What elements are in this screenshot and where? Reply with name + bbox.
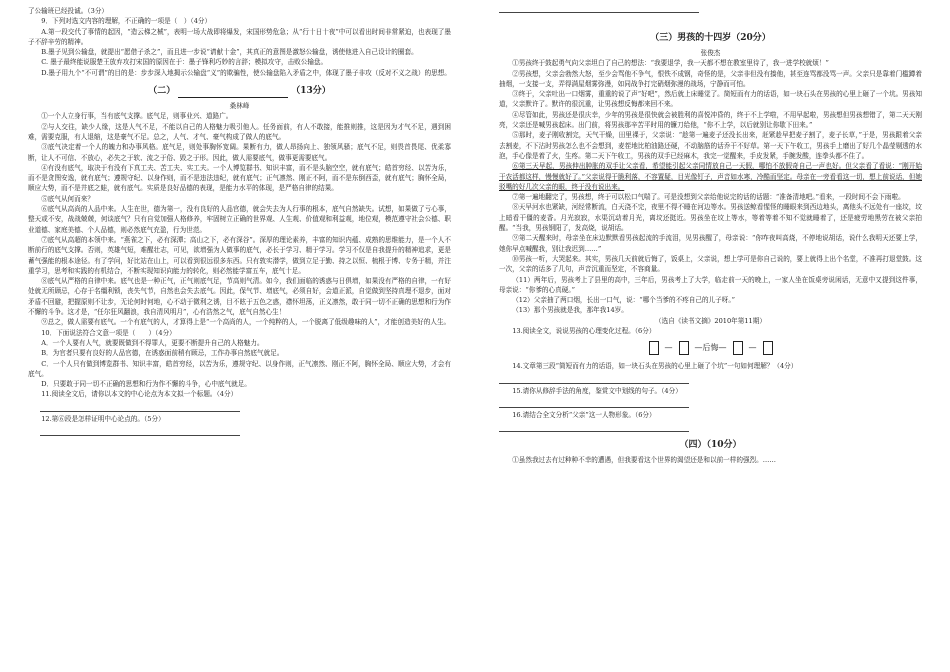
q10-option-b: B．为官者只要有良好的人品官德，在诱惑面前稍有顾忌，工作办事自然底气就足。: [41, 349, 284, 358]
section-4-heading: （四）（10分）: [679, 440, 742, 451]
article-2-paragraph: ②与人交往，缺少人缘，这是人气不足，不能以自己的人格魅力吸引他人。任务面前，有人不敢接，能推则推，这是因为才气不足，遇到困难，需要克服，有人退缩，这是豪气不足。总之，人气、才气、豪气构成了做人的底气。: [28, 122, 451, 141]
question-13: 13.阅读全文，说说男孩的心理变化过程。（6分）: [512, 327, 656, 336]
question-14: 14.文章第三段“简短而有力的话语，如一块石头在男孩的心里上砸了个坑”一句如何理解？（4分）: [512, 362, 798, 371]
article-2-paragraph: ⑤底气从何而来？: [41, 194, 94, 203]
q10-option-c: C．一个人只有做到博览群书、知识丰富，皓首穷经，以苦为乐，遵规守纪、以身作则，正气凛然、刚正不阿，胸怀全局、顺应大势，才会有底气。: [28, 359, 451, 378]
article-2-paragraph: ①一个人立身行事，当有底气支撑。底气足，则事业兴、道路广。: [41, 112, 233, 121]
flow-box-2[interactable]: [679, 341, 689, 355]
article-3-paragraph: ①男孩终于鼓起勇气向父亲坦白了自己的想法：“我要退学，我一天都不想在教室里待了，我一进学校就烦！”: [512, 59, 829, 68]
section-2-heading: [28, 84, 451, 98]
question-11: 11.阅读全文后，请你以本文的中心论点为本文拟一个标题。（4分）: [41, 390, 238, 399]
article-2-paragraph: ⑧底气从严格的自律中来。底气也是一种正气，正气则底气足，节高则气清。如今，我们面临的诱惑与日俱增，如果没有严格的自律，一有好处就无所顾忌，心存于名缰利锁，丧失气节，自然也会失去底气。因此，保气节、增底气，必须自好，会道正派，自觉做到坚持真理不退步，面对矛盾不回避，把握原则不让步，无论何时何地，心不动于微利之诱，目不眩于五色之惑，襟怀坦荡，正义凛然，敢于同一切不正确的思想和行为作不懈的斗争。这才是，“任尔狂风翻浪，我自清风明月”，心有浩然之气，底气自然心生！: [28, 277, 451, 317]
flow-dash: —: [748, 343, 757, 353]
flow-dash: —: [664, 343, 673, 353]
article-3-paragraph: ⑤那时，麦子刚收割完，天气干燥，田里裸于，父亲说：“趁第一遍麦子还没长出来，赶紧趁早把麦子割了，麦子长草，”于是，男孩跟着父亲去割麦，不下沾时男孩怎么也不会想到，麦茬地比柏油路还硬，不动脑筋的话乔干不好草。第一天下午收工，男孩手上磨出了好几个晶莹剔透的水泡，手心像是着了火，生疼。第二天下午收工，男孩的双手已经麻木，我完一觉醒来，手皮发紧，手腕发酸，连拳头都不住了。: [499, 131, 922, 160]
answer-line-15[interactable]: [499, 396, 689, 408]
flow-dash: —: [718, 343, 727, 353]
right-column: [499, 6, 922, 466]
article-2-paragraph: ⑥底气从高尚的人品中来。人生在世，德为第一，没有良好的人品官德，就会失去为人行事的根本，底气自然缺失。试想，如果做了亏心事，整天或不安，战战兢兢，何谈底气？只有自觉加强人格修养，牢固树立正确的世界观、人生观、价值观和利益观，地位观，模范遵守社会公德、职业道德、家庭美德、个人品德，则必然底气充盈，行为世范。: [28, 205, 451, 234]
article-3-paragraph: （13）那个男孩就是我，那年我14岁。: [512, 306, 628, 315]
flow-box-3[interactable]: [733, 341, 743, 355]
answer-line-11[interactable]: [40, 400, 240, 412]
question-16: 16.请结合全文分析“父亲”这一人物形象。（6分）: [512, 410, 656, 419]
left-column: [28, 6, 451, 438]
answer-line-14[interactable]: [499, 372, 689, 384]
flow-label-regret: 后悔: [702, 343, 719, 353]
article-3-source: （选自《读书文摘》2010年第11期）: [655, 316, 766, 325]
article-3-paragraph: （12）父亲抽了两口烟，长出一口气，说：“哪个当爹的不疼自己的儿子呀。”: [512, 296, 736, 305]
answer-line-12[interactable]: [40, 424, 240, 436]
section-2-score: （13分）: [291, 86, 331, 97]
q10-option-a: A．一个人要有人气，就要既做到不得罪人，更要不断提升自己的人格魅力。: [41, 338, 264, 347]
article-2-paragraph: ⑦底气从高超的本领中来。“燕雀之下，必有深潭；高山之下，必有深谷”。深厚的理论素养，丰富的知识内蕴、成熟的思维能力，是一个人不断前行的底气支撑。否则，英雄气短，难醒壮志，可见，欲增强为人做事的底气，必长于学习、精于学习。学习不仅是自我提升的精神追求，更是蓄气强能的根本途径。有了学问，好比站在山上，可以看到很远很多东西。只有敦实潜学，做到立足于勤、持之以恒、梳根于博、专务于精，并注重学习，思考和实践的有机结合，不断实现知识向能力的转化，则必然能学富五车，底气十足。: [28, 235, 451, 275]
mind-flow: [499, 341, 922, 355]
title-blank[interactable]: [178, 87, 288, 98]
answer-line-top[interactable]: [499, 6, 699, 13]
article-3-paragraph: ⑧天早河水也紧缺，河经常断流，白天浇不完，夜里不得不睡在河边等水。男孩送鲸看惺怪的睡眼来到西边地头，离他头不远处有一座坟，坟上暗看干僵的麦香。月光寂寂，水渠沉动着月光，离坟还挺近。男孩坐在坟上等水，等着等着不知不觉就睡着了，还是疲劳地黑劳在被父亲拍醒。“当我，男孩钢阳了，发高烧，说胡话。: [499, 203, 922, 233]
article-3-paragraph: ④尽管如此，男孩还是很庆幸，少年的男孩是很快就会被胜利的喜悦冲昏的，终于不上学啦，不用早起啦，男孩想但男孩想错了，第二天天刚亮，父亲还是喊男孩起床。出门前，将男孩那辛苦平时用的镰刀给他，“你不上学，以后就别让你歇下田来。”: [499, 110, 922, 130]
answer-line-16[interactable]: [499, 420, 689, 432]
article-2-paragraph: ③底气决定着一个人的魄力和办事风格。底气足，则处事胸怀宽阔。果断有力，做人昂扬向上、独领风骚；底气不足，则畏首畏尾、优柔寡断，让人不可信、不放心，必失之于软、流之于俗、毁之于形。因此，做人需要底气，做事更需要底气。: [28, 143, 451, 162]
question-9: 9．下列对选文内容的理解，不正确的一项是（ ）（4分）: [41, 17, 212, 26]
article-3-paragraph: ⑩男孩一听，大哭起来。其实，男孩几天前就后悔了，饭桌上，父亲说，想上学可是你自己说的，要上就得上出个名堂，不准再打退堂鼓。这一次，父亲的话多了几句，声音沉重而坚定，不容商量。: [499, 254, 922, 274]
q10-option-d: D．只要敢于同一切不正确的思想和行为作不懈的斗争，心中底气就足。: [41, 380, 251, 389]
article-3-paragraph: ③终于，父亲吐出一口烟雾，重重的说了声“好吧”，然后就上床睡觉了。简短而有力的话语，如一块石头在男孩的心里上砸了一个坑。男孩知道，父亲默许了。默许的很沉重，让男孩想反悔都来回不来。: [499, 90, 922, 109]
article-2-author: 桑林峰: [229, 102, 250, 111]
question-12: 12.第⑥段是怎样证明中心论点的。（5分）: [41, 414, 165, 423]
q9-option-d: D.墨子用九个“不可谓”的目的是：步步深入地揭示公输盘“义”的欺骗性，使公输盘陷入矛盾之中，体现了墨子非攻（反对不义之战）的思想。: [41, 68, 451, 77]
article-3-paragraph: （11）两年后，男孩考上了县里的高中，三年后，男孩考上了大学，临走前一天的晚上，一家人坐在饭桌旁说闲话，无意中又提到这件事，母亲说：“你爹的心真硬。”: [499, 275, 922, 294]
article-3-paragraph: ②男孩想，父亲会勃然大怒，至少会骂他不争气，恨铁不成钢，奇怪的是，父亲非但没有揍他，甚至连骂都没骂一声。父亲只是靠着门槛蹲着抽烟，一支接一支，弄得满屋烟雾弥漫，如同战争打完硝烟弥漫的战场，宁静而可怕。: [499, 69, 922, 88]
article-2-paragraph: ⑨总之，做人需要有底气。一个有底气的人，才算得上是“一个高尚的人，一个纯粹的人，一个脱离了低级趣味的人”，才能创造美好的人生。: [41, 318, 451, 327]
flow-box-4[interactable]: [763, 341, 773, 355]
q9-option-b: B.墨子见到公输盘，就提出“愿借子杀之”，而且进一步说“请献十金”，其真正的意图是激怒公输盘，诱使他进入自己设计的圈套。: [41, 48, 418, 57]
article-4-paragraph: ①虽然我过去有过种种不幸的遭遇，但我要看这个世界的渴望还是和以前一样的强烈。……: [512, 456, 776, 465]
flow-box-1[interactable]: [649, 341, 659, 355]
article-3-author: 张俊杰: [700, 49, 721, 57]
q9-option-c: C. 墨子最终能说服楚王放弃攻打宋国的原因在于：墨子锋利巧妙的言辞；模拟攻守，击败公输盘。: [41, 58, 328, 67]
section-3-heading: （三）男孩的十四岁（20分）: [650, 33, 771, 43]
question-10: 10．下面说法符合文意一项是（ ）（4分）: [41, 328, 176, 337]
intro-line: 了公输班已经投诚。（3分）: [28, 7, 109, 15]
article-3-paragraph: ⑨第二天醒来时，母亲坐在床边默默看男孩起流的手流泪，见男孩醒了，母亲说：“你咋夜叫高烧，不停地说胡话，说什么我明天还要上学，她你早点喊醒我，别让我迟到……”: [499, 234, 922, 253]
section-2-prefix: （二）: [148, 86, 176, 97]
article-3-paragraph: ⑦第一遍地翻完了，男孩想，终于可以松口气喘了。可是没想到父亲给他说完的话的话题：“准备清地吧。”看来，一段时间不会下雨啦。: [512, 193, 905, 202]
flow-dash: —: [694, 343, 703, 353]
q9-option-a: A.第一段交代了事情的起因，“造云梯之械”，表明一场大战即将爆发，宋国形势危急；从“行十日十夜”中可以看出时间非常紧迫，也表现了墨子不辞辛劳的精神。: [28, 27, 451, 46]
article-3-paragraph-underlined: ⑥第三天早起，男孩伸出肿胀的双手让父亲看，希望能引起父亲同情放自己一天假，哪怕不放假奇自己一声也好。但父亲看了看说：“刚开始干农活都这样，慢慢就好了。”父亲说得干脆利落，不容置疑，目光像钉子，声音如水寒，冷酷而坚定。母亲在一旁看看这一切，想上前说话，但她驳嘴的好几次父亲的眼，终于没有说出来。: [499, 162, 922, 191]
article-2-paragraph: ④有没有底气，取决于有没有下真工夫、苦工夫、实工夫。一个人博览群书、知识丰富，而不是头脑空空，就有底气；皓首穷经、以苦为乐，而不是贪图安逸，就有底气；遵规守纪、以身作则，而不是违法违纪，就有底气；正气凛然、刚正不阿，而不是东倒西歪，就有底气；胸怀全局，顺应大势，而不是井底之蛙，就有底气。实质是良好品德的表现，是能力水平的体现，是严格自律的结果。: [28, 163, 451, 193]
question-15: 15.请你从修辞手法的角度，鉴赏文中划线的句子。（4分）: [512, 386, 682, 395]
